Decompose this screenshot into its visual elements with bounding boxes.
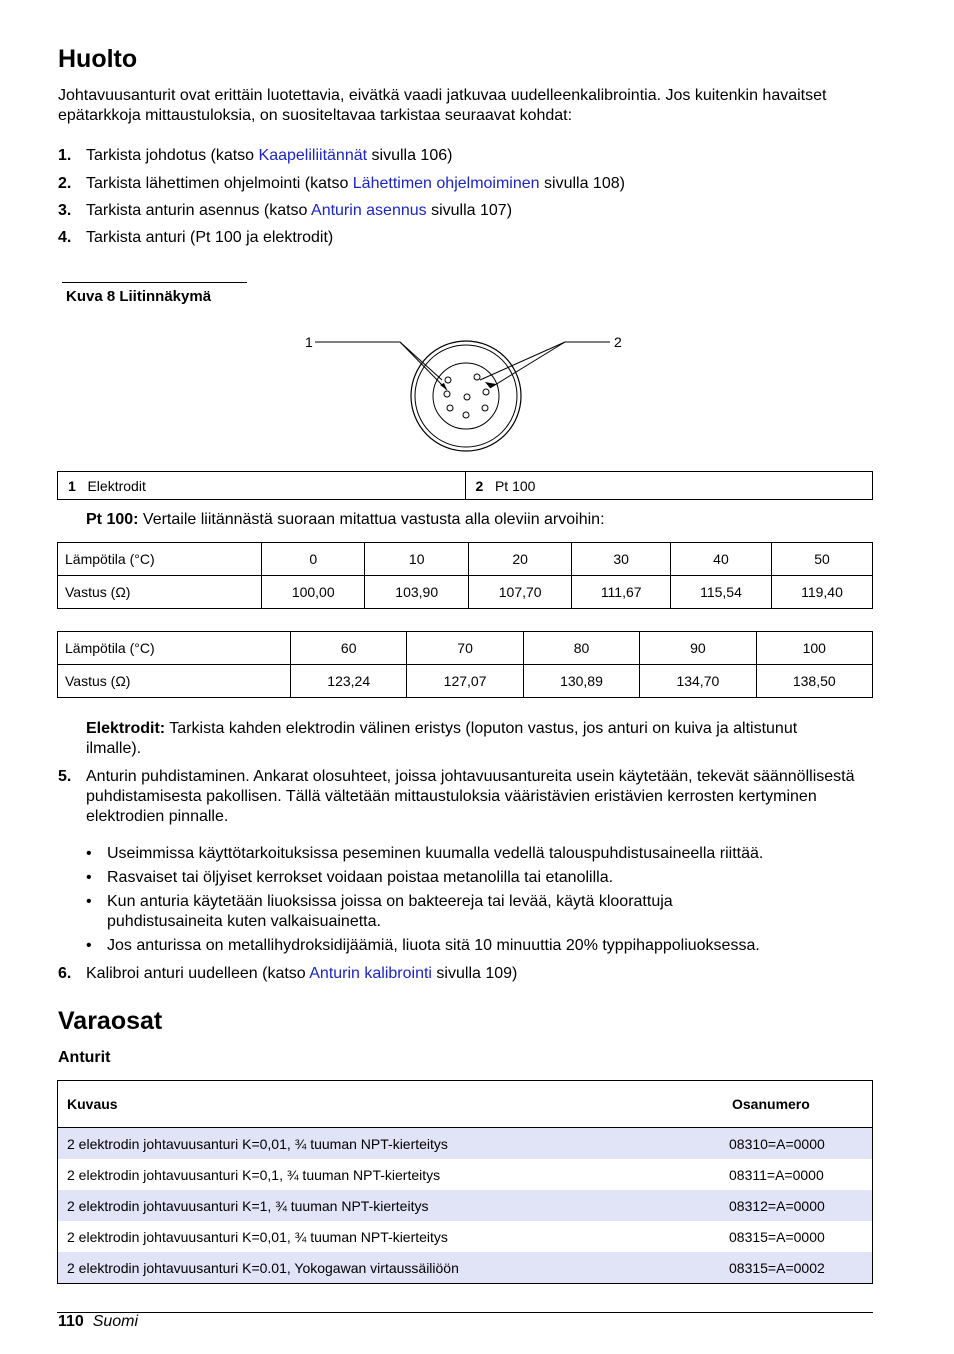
table-cell: 50 [771, 543, 872, 576]
page-number: 110 [58, 1313, 84, 1330]
pin-pt100 [474, 374, 480, 380]
pin [447, 405, 453, 411]
table-cell: 138,50 [756, 665, 872, 698]
step-number: 5. [58, 768, 72, 785]
pin-center [464, 394, 470, 400]
section-title-huolto: Huolto [58, 45, 138, 73]
table-cell: 60 [291, 632, 407, 665]
table-header-row [58, 1081, 873, 1128]
page-footer [58, 1313, 138, 1331]
table-cell: 100 [756, 632, 872, 665]
table-cell: Lämpötila (°C) [58, 543, 262, 576]
list-item: Jos anturissa on metallihydroksidijäämiä, liuota sitä 10 minuuttia 20% typpihappoliuoksessa. [107, 937, 760, 954]
step-number: 4. [58, 229, 72, 246]
step-number: 3. [58, 202, 72, 219]
leader-line [400, 342, 442, 380]
table-row [58, 1128, 873, 1160]
table-cell: 40 [670, 543, 771, 576]
table-cell: 70 [407, 632, 523, 665]
step-2: Tarkista lähettimen ohjelmointi (katso Lähettimen ohjelmoiminen sivulla 108) [86, 175, 625, 192]
legend-item: 1 Elektrodit [58, 472, 466, 500]
callout-2: 2 [614, 334, 622, 350]
table-cell: Lämpötila (°C) [58, 632, 291, 665]
leader-line [400, 342, 447, 390]
bullet-marker: • [86, 845, 92, 862]
step-1: Tarkista johdotus (katso Kaapeliliitännät sivulla 106) [86, 147, 453, 164]
list-item: Kun anturia käytetään liuoksissa joissa on bakteereja tai levää, käytä kloorattuja puhdistusaineita kuten valkaisuainetta. [107, 893, 673, 930]
caption-rule [62, 282, 247, 283]
step-4: Tarkista anturi (Pt 100 ja elektrodit) [86, 229, 334, 246]
subsection-title: Anturit [58, 1049, 111, 1066]
table-cell: 0 [262, 543, 365, 576]
step-3: Tarkista anturin asennus (katso Anturin asennus sivulla 107) [86, 202, 513, 219]
pin-electrode [444, 391, 450, 397]
pin-pt100 [483, 389, 489, 395]
table-cell: 127,07 [407, 665, 523, 698]
spare-parts-table [57, 1080, 873, 1284]
pt100-paragraph: Pt 100: Vertaile liitännästä suoraan mitattua vastusta alla oleviin arvoihin: [86, 511, 605, 528]
table-cell: 80 [523, 632, 639, 665]
leader-line [490, 342, 565, 388]
resistance-table-1 [57, 542, 873, 609]
section-title-varaosat: Varaosat [58, 1007, 163, 1035]
bullet-marker: • [86, 869, 92, 886]
table-cell: 30 [572, 543, 671, 576]
column-header-description: Kuvaus [67, 1096, 118, 1112]
list-item: Useimmissa käyttötarkoituksissa peseminen kuumalla vedellä talouspuhdistusaineella riittää. [107, 845, 764, 862]
figure-caption: Kuva 8 Liitinnäkymä [66, 288, 212, 305]
table-cell: Vastus (Ω) [58, 665, 291, 698]
table-cell: 111,67 [572, 576, 671, 609]
connector-inner-ring [415, 345, 517, 447]
table-row [58, 1221, 873, 1252]
step-5: Anturin puhdistaminen. Ankarat olosuhteet, joissa johtavuusantureita usein käytetään, tekevät säännöllisestä puhdistamisesta pakollisen. Tällä vältetään mittaustuloksia vääristävien eristävien kerrosten kertyminen elektrodien pinnalle. [86, 768, 855, 825]
table-row [58, 543, 873, 576]
table-cell: 107,70 [468, 576, 571, 609]
table-cell: 08312=A=0000 [720, 1190, 873, 1221]
table-cell: 134,70 [640, 665, 756, 698]
arrow-head [485, 382, 496, 388]
elektrodit-paragraph: Elektrodit: Tarkista kahden elektrodin välinen eristys (loputon vastus, jos anturi on kuiva ja altistunut ilmalle). [86, 720, 798, 757]
table-cell: 2 elektrodin johtavuusanturi K=0.01, Yokogawan virtaussäiliöön [58, 1252, 721, 1284]
connector-outer-ring [411, 341, 521, 451]
table-cell: 130,89 [523, 665, 639, 698]
connector-view-diagram [300, 330, 630, 460]
legend-item: 2 Pt 100 [465, 472, 873, 500]
table-cell: 2 elektrodin johtavuusanturi K=0,01, ¾ tuuman NPT-kierteitys [58, 1128, 721, 1160]
pin [463, 412, 469, 418]
column-header-part-number: Osanumero [732, 1096, 810, 1112]
connector-face [433, 363, 499, 429]
link-kaapeliliitannat[interactable]: Kaapeliliitännät [258, 147, 368, 164]
figure-legend [57, 471, 873, 500]
table-cell: 2 elektrodin johtavuusanturi K=1, ¾ tuuman NPT-kierteitys [58, 1190, 721, 1221]
resistance-table-2 [57, 631, 873, 698]
table-cell: 10 [365, 543, 468, 576]
table-cell: 90 [640, 632, 756, 665]
table-cell: 20 [468, 543, 571, 576]
link-anturin-asennus[interactable]: Anturin asennus [311, 202, 427, 219]
table-cell: 100,00 [262, 576, 365, 609]
link-anturin-kalibrointi[interactable]: Anturin kalibrointi [309, 965, 432, 982]
table-row [58, 1159, 873, 1190]
pin [482, 405, 488, 411]
step-number: 6. [58, 965, 72, 982]
link-lahettimen-ohjelmoiminen[interactable]: Lähettimen ohjelmoiminen [352, 175, 540, 192]
table-cell: 123,24 [291, 665, 407, 698]
table-cell: 08310=A=0000 [720, 1128, 873, 1160]
table-cell: 08311=A=0000 [729, 1166, 824, 1183]
footer-rule [57, 1312, 873, 1313]
bullet-marker: • [86, 893, 92, 910]
bullet-marker: • [86, 937, 92, 954]
table-cell: 119,40 [771, 576, 872, 609]
table-cell: 103,90 [365, 576, 468, 609]
table-row [58, 665, 873, 698]
table-cell: 08315=A=0000 [729, 1228, 825, 1245]
table-cell: 115,54 [670, 576, 771, 609]
footer-language: Suomi [92, 1313, 139, 1330]
pin-electrode [445, 377, 451, 383]
table-cell: 08315=A=0002 [720, 1252, 873, 1284]
intro-paragraph: Johtavuusanturit ovat erittäin luotettavia, eivätkä vaadi jatkuvaa uudelleenkalibrointia. Jos kuitenkin havaitset epätarkkoja mittaustuloksia, on suositeltavaa tarkistaa seuraavat kohdat: [58, 87, 827, 124]
step-number: 1. [58, 147, 72, 164]
table-row [58, 632, 873, 665]
table-cell: 2 elektrodin johtavuusanturi K=0,01, ¾ tuuman NPT-kierteitys [67, 1228, 448, 1245]
table-row [58, 1190, 873, 1221]
table-cell: Vastus (Ω) [58, 576, 262, 609]
table-row [58, 576, 873, 609]
list-item: Rasvaiset tai öljyiset kerrokset voidaan poistaa metanolilla tai etanolilla. [107, 869, 614, 886]
step-6: Kalibroi anturi uudelleen (katso Anturin kalibrointi sivulla 109) [86, 965, 518, 982]
callout-1: 1 [305, 334, 313, 350]
step-number: 2. [58, 175, 72, 192]
table-row [58, 1252, 873, 1284]
table-cell: 2 elektrodin johtavuusanturi K=0,1, ¾ tuuman NPT-kierteitys [67, 1166, 441, 1183]
